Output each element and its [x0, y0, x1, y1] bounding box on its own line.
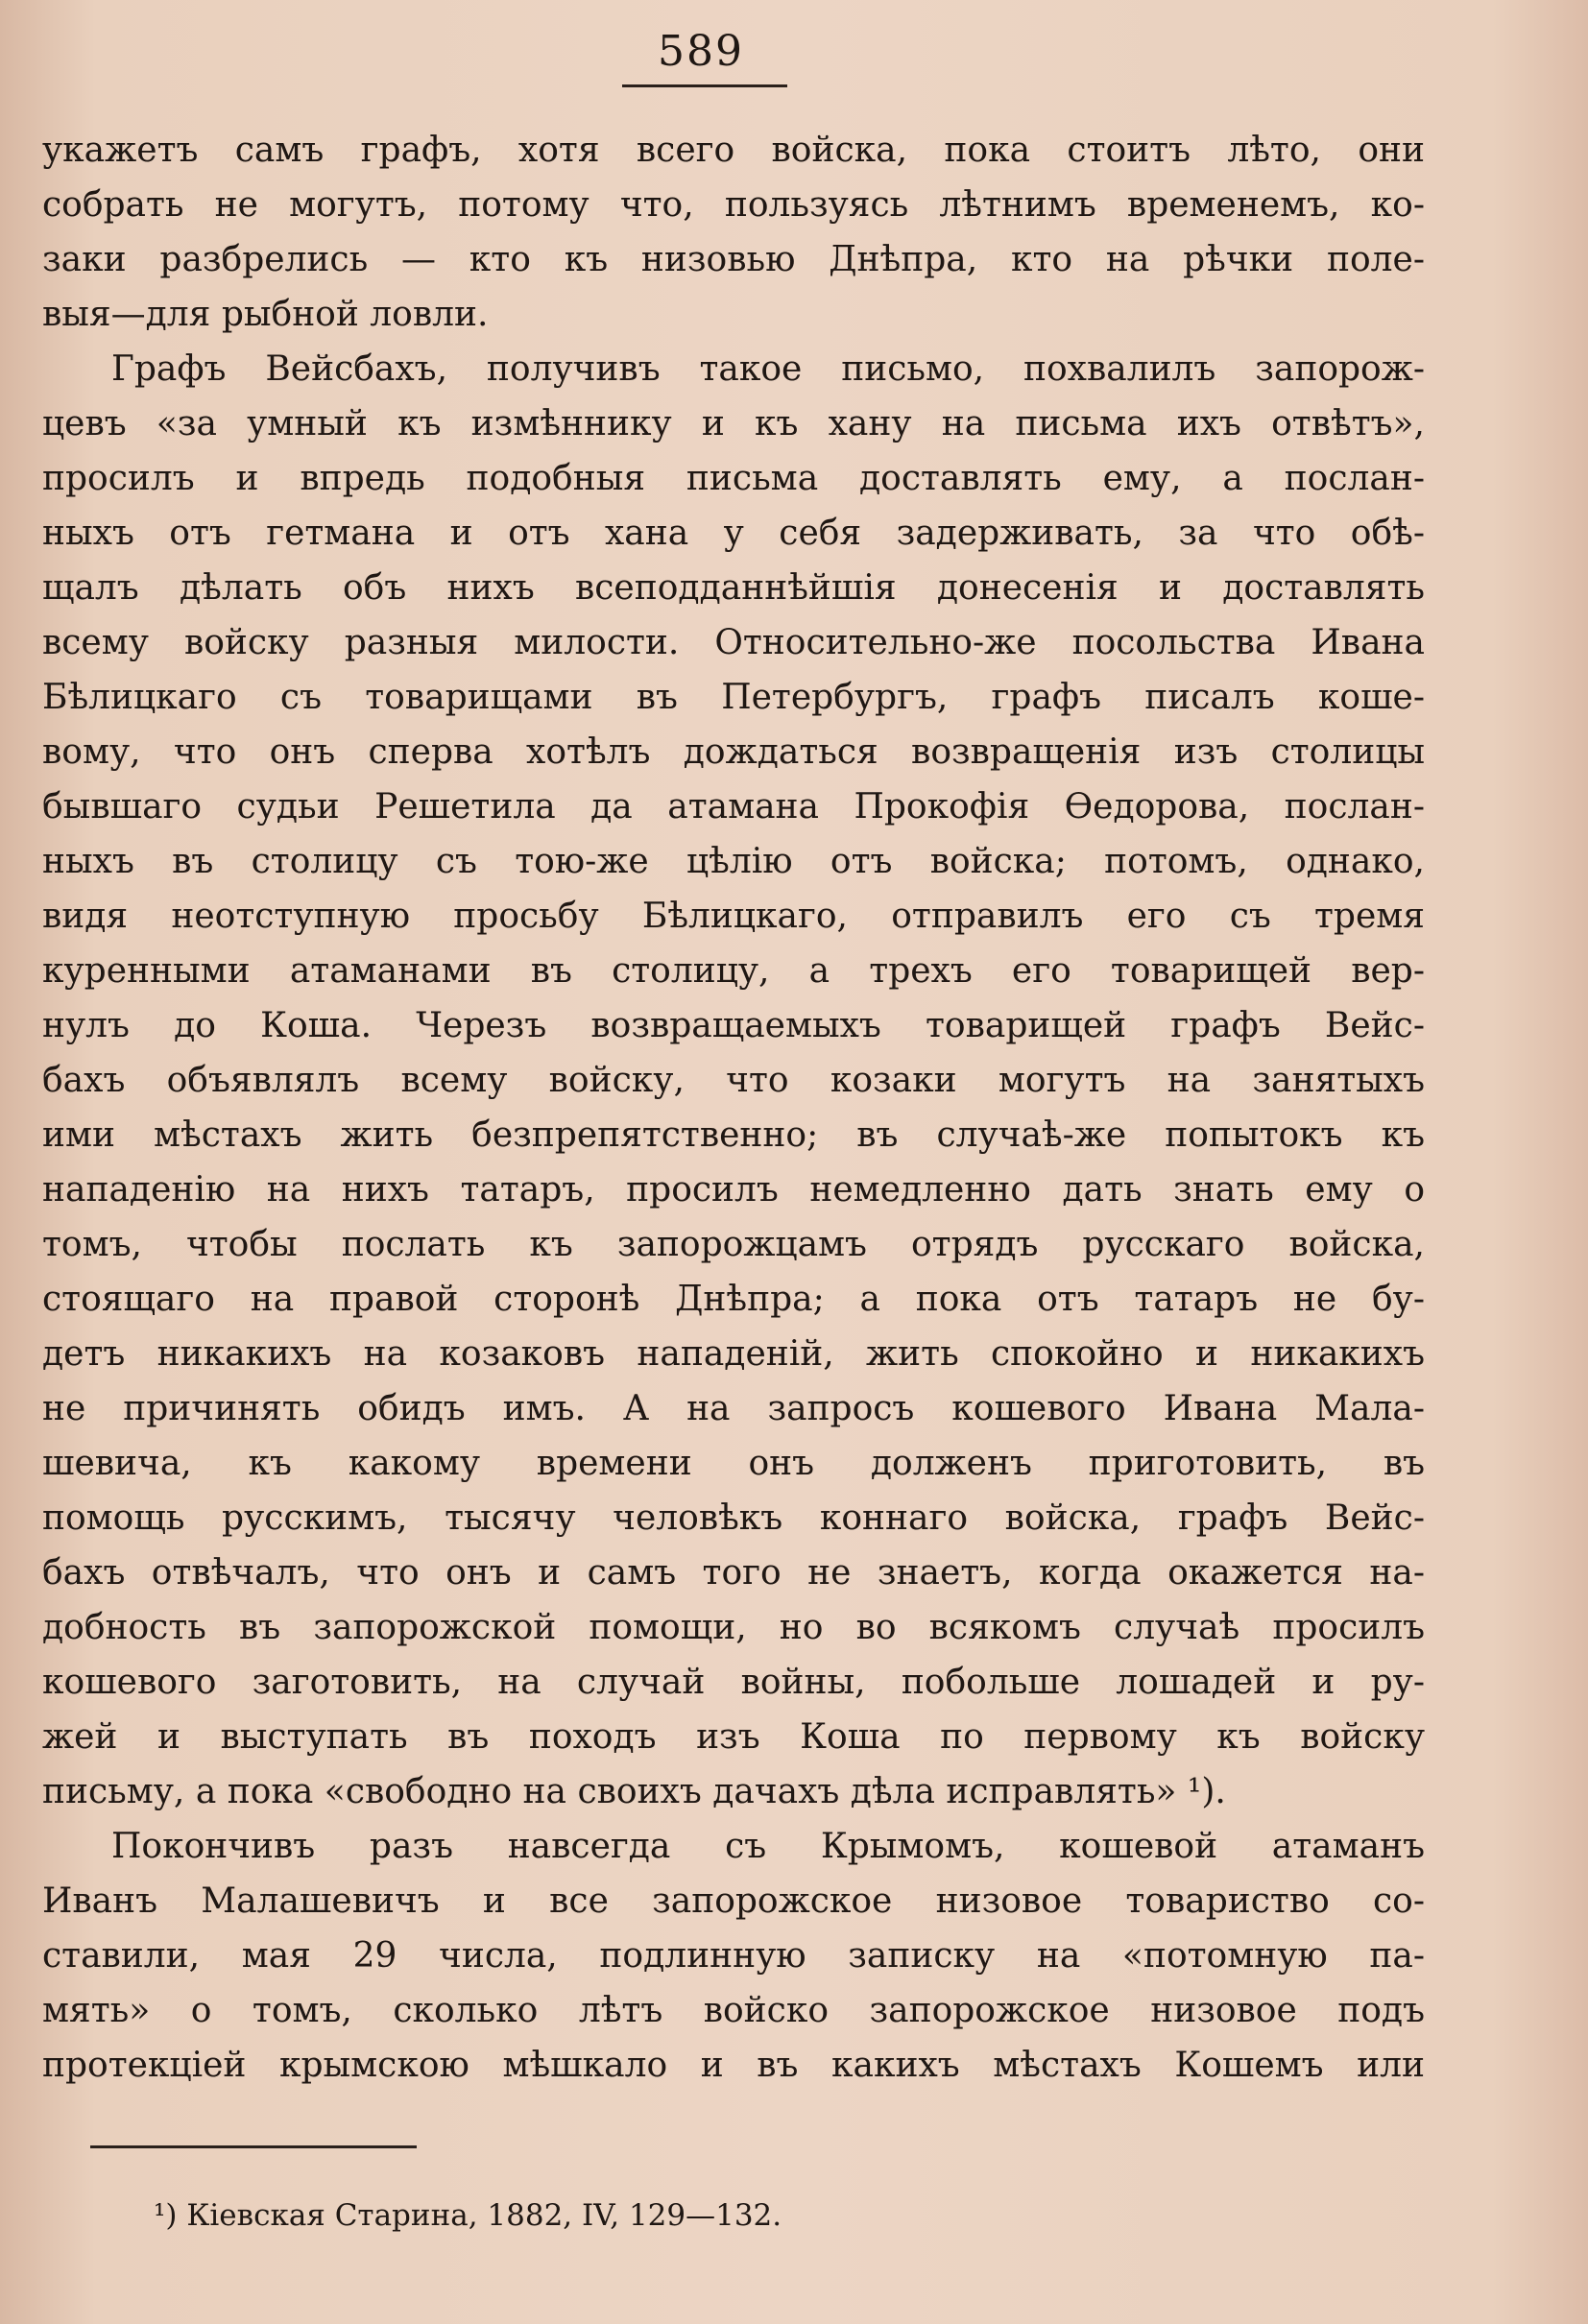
text-line: укажетъ самъ графъ, хотя всего войска, пока стоитъ лѣто, они — [42, 131, 1425, 170]
text-line: бывшаго судьи Решетила да атамана Прокофія Өедорова, послан- — [42, 787, 1425, 827]
text-line: видя неотступную просьбу Бѣлицкаго, отправилъ его съ тремя — [42, 897, 1425, 936]
text-line: бахъ отвѣчалъ, что онъ и самъ того не знаетъ, когда окажется на- — [42, 1553, 1425, 1593]
text-line: нулъ до Коша. Черезъ возвращаемыхъ товарищей графъ Вейс- — [42, 1006, 1425, 1045]
text-line: бахъ объявлялъ всему войску, что козаки могутъ на занятыхъ — [42, 1061, 1425, 1100]
text-line: ныхъ отъ гетмана и отъ хана у себя задерживать, за что обѣ- — [42, 514, 1425, 553]
text-line: стоящаго на правой сторонѣ Днѣпра; а пока отъ татаръ не бу- — [42, 1280, 1425, 1319]
text-line: добность въ запорожской помощи, но во всякомъ случаѣ просилъ — [42, 1608, 1425, 1647]
text-line: щалъ дѣлать объ нихъ всеподданнѣйшія донесенія и доставлять — [42, 568, 1425, 608]
text-line: письму, а пока «свободно на своихъ дачахъ дѣла исправлять» ¹). — [42, 1772, 1226, 1811]
text-line: всему войску разныя милости. Относительно-же посольства Ивана — [42, 623, 1425, 662]
text-line: протекціей крымскою мѣшкало и въ какихъ мѣстахъ Кошемъ или — [42, 2046, 1425, 2085]
page-number-rule — [622, 84, 787, 87]
text-line: заки разбрелись — кто къ низовью Днѣпра, кто на рѣчки поле- — [42, 240, 1425, 279]
text-line: ими мѣстахъ жить безпрепятственно; въ случаѣ-же попытокъ къ — [42, 1115, 1425, 1155]
text-line: мять» о томъ, сколько лѣтъ войско запорожское низовое подъ — [42, 1991, 1425, 2030]
text-line: цевъ «за умный къ измѣннику и къ хану на письма ихъ отвѣтъ», — [42, 404, 1425, 443]
text-line: томъ, чтобы послать къ запорожцамъ отрядъ русскаго войска, — [42, 1225, 1425, 1264]
text-line: куренными атаманами въ столицу, а трехъ его товарищей вер- — [42, 951, 1425, 991]
page-number: 589 — [658, 27, 744, 76]
text-line: нападенію на нихъ татаръ, просилъ немедленно дать знать ему о — [42, 1170, 1425, 1210]
footnote-rule — [90, 2145, 417, 2148]
text-line: Бѣлицкаго съ товарищами въ Петербургъ, графъ писалъ коше- — [42, 678, 1425, 717]
text-line: просилъ и впредь подобныя письма доставлять ему, а послан- — [42, 459, 1425, 498]
text-line: вому, что онъ сперва хотѣлъ дождаться возвращенія изъ столицы — [42, 732, 1425, 772]
text-line: детъ никакихъ на козаковъ нападеній, жить спокойно и никакихъ — [42, 1334, 1425, 1374]
text-line: ставили, мая 29 числа, подлинную записку на «потомную па- — [42, 1936, 1425, 1976]
body-text — [42, 123, 1425, 2093]
text-line: не причинять обидъ имъ. А на запросъ кошевого Ивана Мала- — [42, 1389, 1425, 1428]
text-line: помощь русскимъ, тысячу человѣкъ коннаго войска, графъ Вейс- — [42, 1498, 1425, 1538]
text-line: Графъ Вейсбахъ, получивъ такое письмо, похвалилъ запорож- — [111, 349, 1425, 389]
text-line: кошевого заготовить, на случай войны, побольше лошадей и ру- — [42, 1663, 1425, 1702]
footnote: ¹) Кіевская Старина, 1882, IV, 129—132. — [154, 2198, 782, 2233]
text-line: ныхъ въ столицу съ тою-же цѣлію отъ войска; потомъ, однако, — [42, 842, 1425, 881]
text-line: Покончивъ разъ навсегда съ Крымомъ, кошевой атаманъ — [111, 1827, 1425, 1866]
text-line: шевича, къ какому времени онъ долженъ приготовить, въ — [42, 1444, 1425, 1483]
text-line: выя—для рыбной ловли. — [42, 295, 489, 334]
text-line: Иванъ Малашевичъ и все запорожское низовое товариство со- — [42, 1881, 1425, 1921]
text-line: жей и выступать въ походъ изъ Коша по первому къ войску — [42, 1717, 1425, 1757]
text-line: собрать не могутъ, потому что, пользуясь лѣтнимъ временемъ, ко- — [42, 185, 1425, 225]
